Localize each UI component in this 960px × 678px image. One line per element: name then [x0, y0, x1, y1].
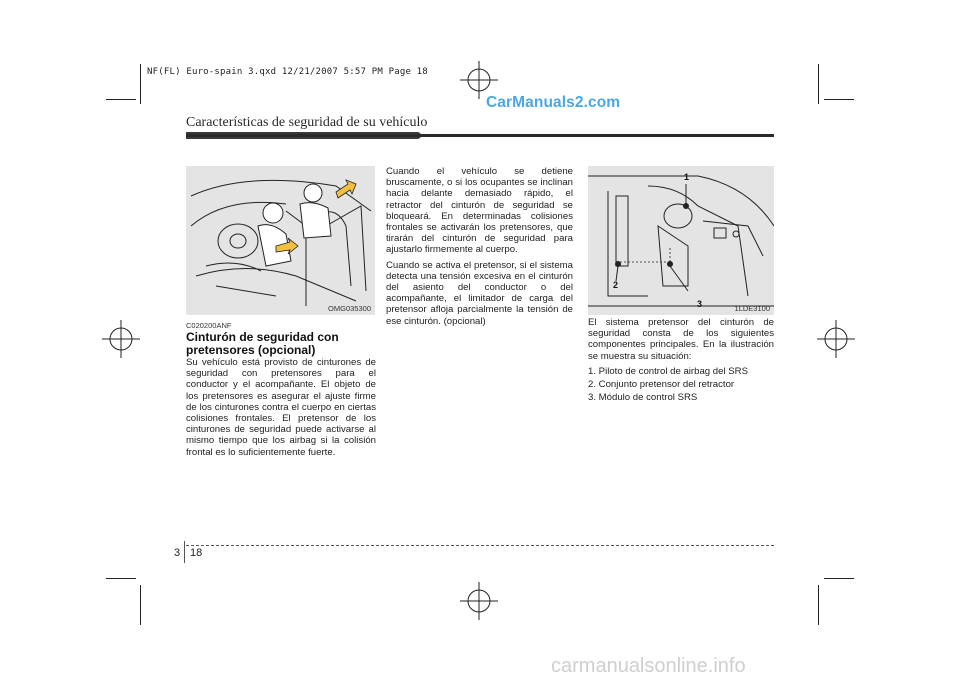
callout-3: 3	[697, 299, 703, 309]
list-item: 3. Módulo de control SRS	[588, 392, 698, 404]
section-paragraph-text: Su vehículo está provisto de cinturones de seguridad con pretensores para el conductor y el acompañante. El objeto de los pretensores es asegurar el ajuste firme de los cinturones contra el cuerpo en ciertas colisiones frontales. El pretensor de los cinturones de seguridad puede activarse al mismo tiempo que los airbag si la colisión frontal es lo suficientemente fuerte.	[186, 357, 376, 458]
middle-paragraph-1: Cuando el vehículo se detiene bruscamente, o si los ocupantes se inclinan hacia delante demasiado rápido, el retractor del cinturón de seguridad se bloqueará. En determinadas colisiones frontales se activarán los pretensores, que tirarán del cinturón de seguridad para ajustarlo firmemente al cuerpo.	[386, 166, 573, 256]
car-components-illustration	[588, 166, 774, 315]
section-paragraph	[186, 357, 376, 462]
occupants-illustration	[186, 166, 375, 315]
section-heading: Cinturón de seguridad con pretensores (opcional)	[186, 330, 339, 357]
callout-2: 2	[613, 280, 619, 290]
section-code: C020200ANF	[186, 321, 232, 330]
figure-code-left: OMG035300	[328, 304, 371, 313]
page-header-title: Características de seguridad de su vehículo	[186, 115, 428, 130]
watermark-logo: CarManuals2.com	[486, 94, 621, 111]
callout-1: 1	[684, 172, 690, 182]
middle-column-text	[386, 166, 573, 331]
figure-pretensioner-occupants	[186, 166, 375, 315]
footer-watermark: carmanualsonline.info	[551, 655, 746, 677]
list-item: 1. Piloto de control de airbag del SRS	[588, 365, 748, 377]
footer-rule	[186, 545, 774, 546]
page-number: 18	[190, 547, 203, 559]
list-item: 2. Conjunto pretensor del retractor	[588, 379, 735, 391]
chapter-number: 3	[174, 547, 181, 559]
footer-band	[0, 648, 960, 678]
right-intro: El sistema pretensor del cinturón de seguridad consta de los siguientes componentes principales. En la ilustración se muestra su situación:	[588, 317, 774, 362]
print-slug: NF(FL) Euro-spain 3.qxd 12/21/2007 5:57 PM Page 18	[147, 67, 428, 77]
middle-paragraph-2: Cuando se activa el pretensor, si el sistema detecta una tensión excesiva en el cinturón del asiento del conductor o del acompañante, el limitador de carga del pretensor afloja parcialmente la tensión de ese cinturón. (opcional)	[386, 259, 573, 327]
footer-divider	[184, 541, 185, 563]
right-column-text	[588, 317, 774, 405]
figure-pretensioner-components	[588, 166, 774, 315]
components-list	[588, 366, 774, 404]
header-rule	[186, 134, 774, 137]
figure-code-right: 1LDE3100	[734, 304, 770, 313]
